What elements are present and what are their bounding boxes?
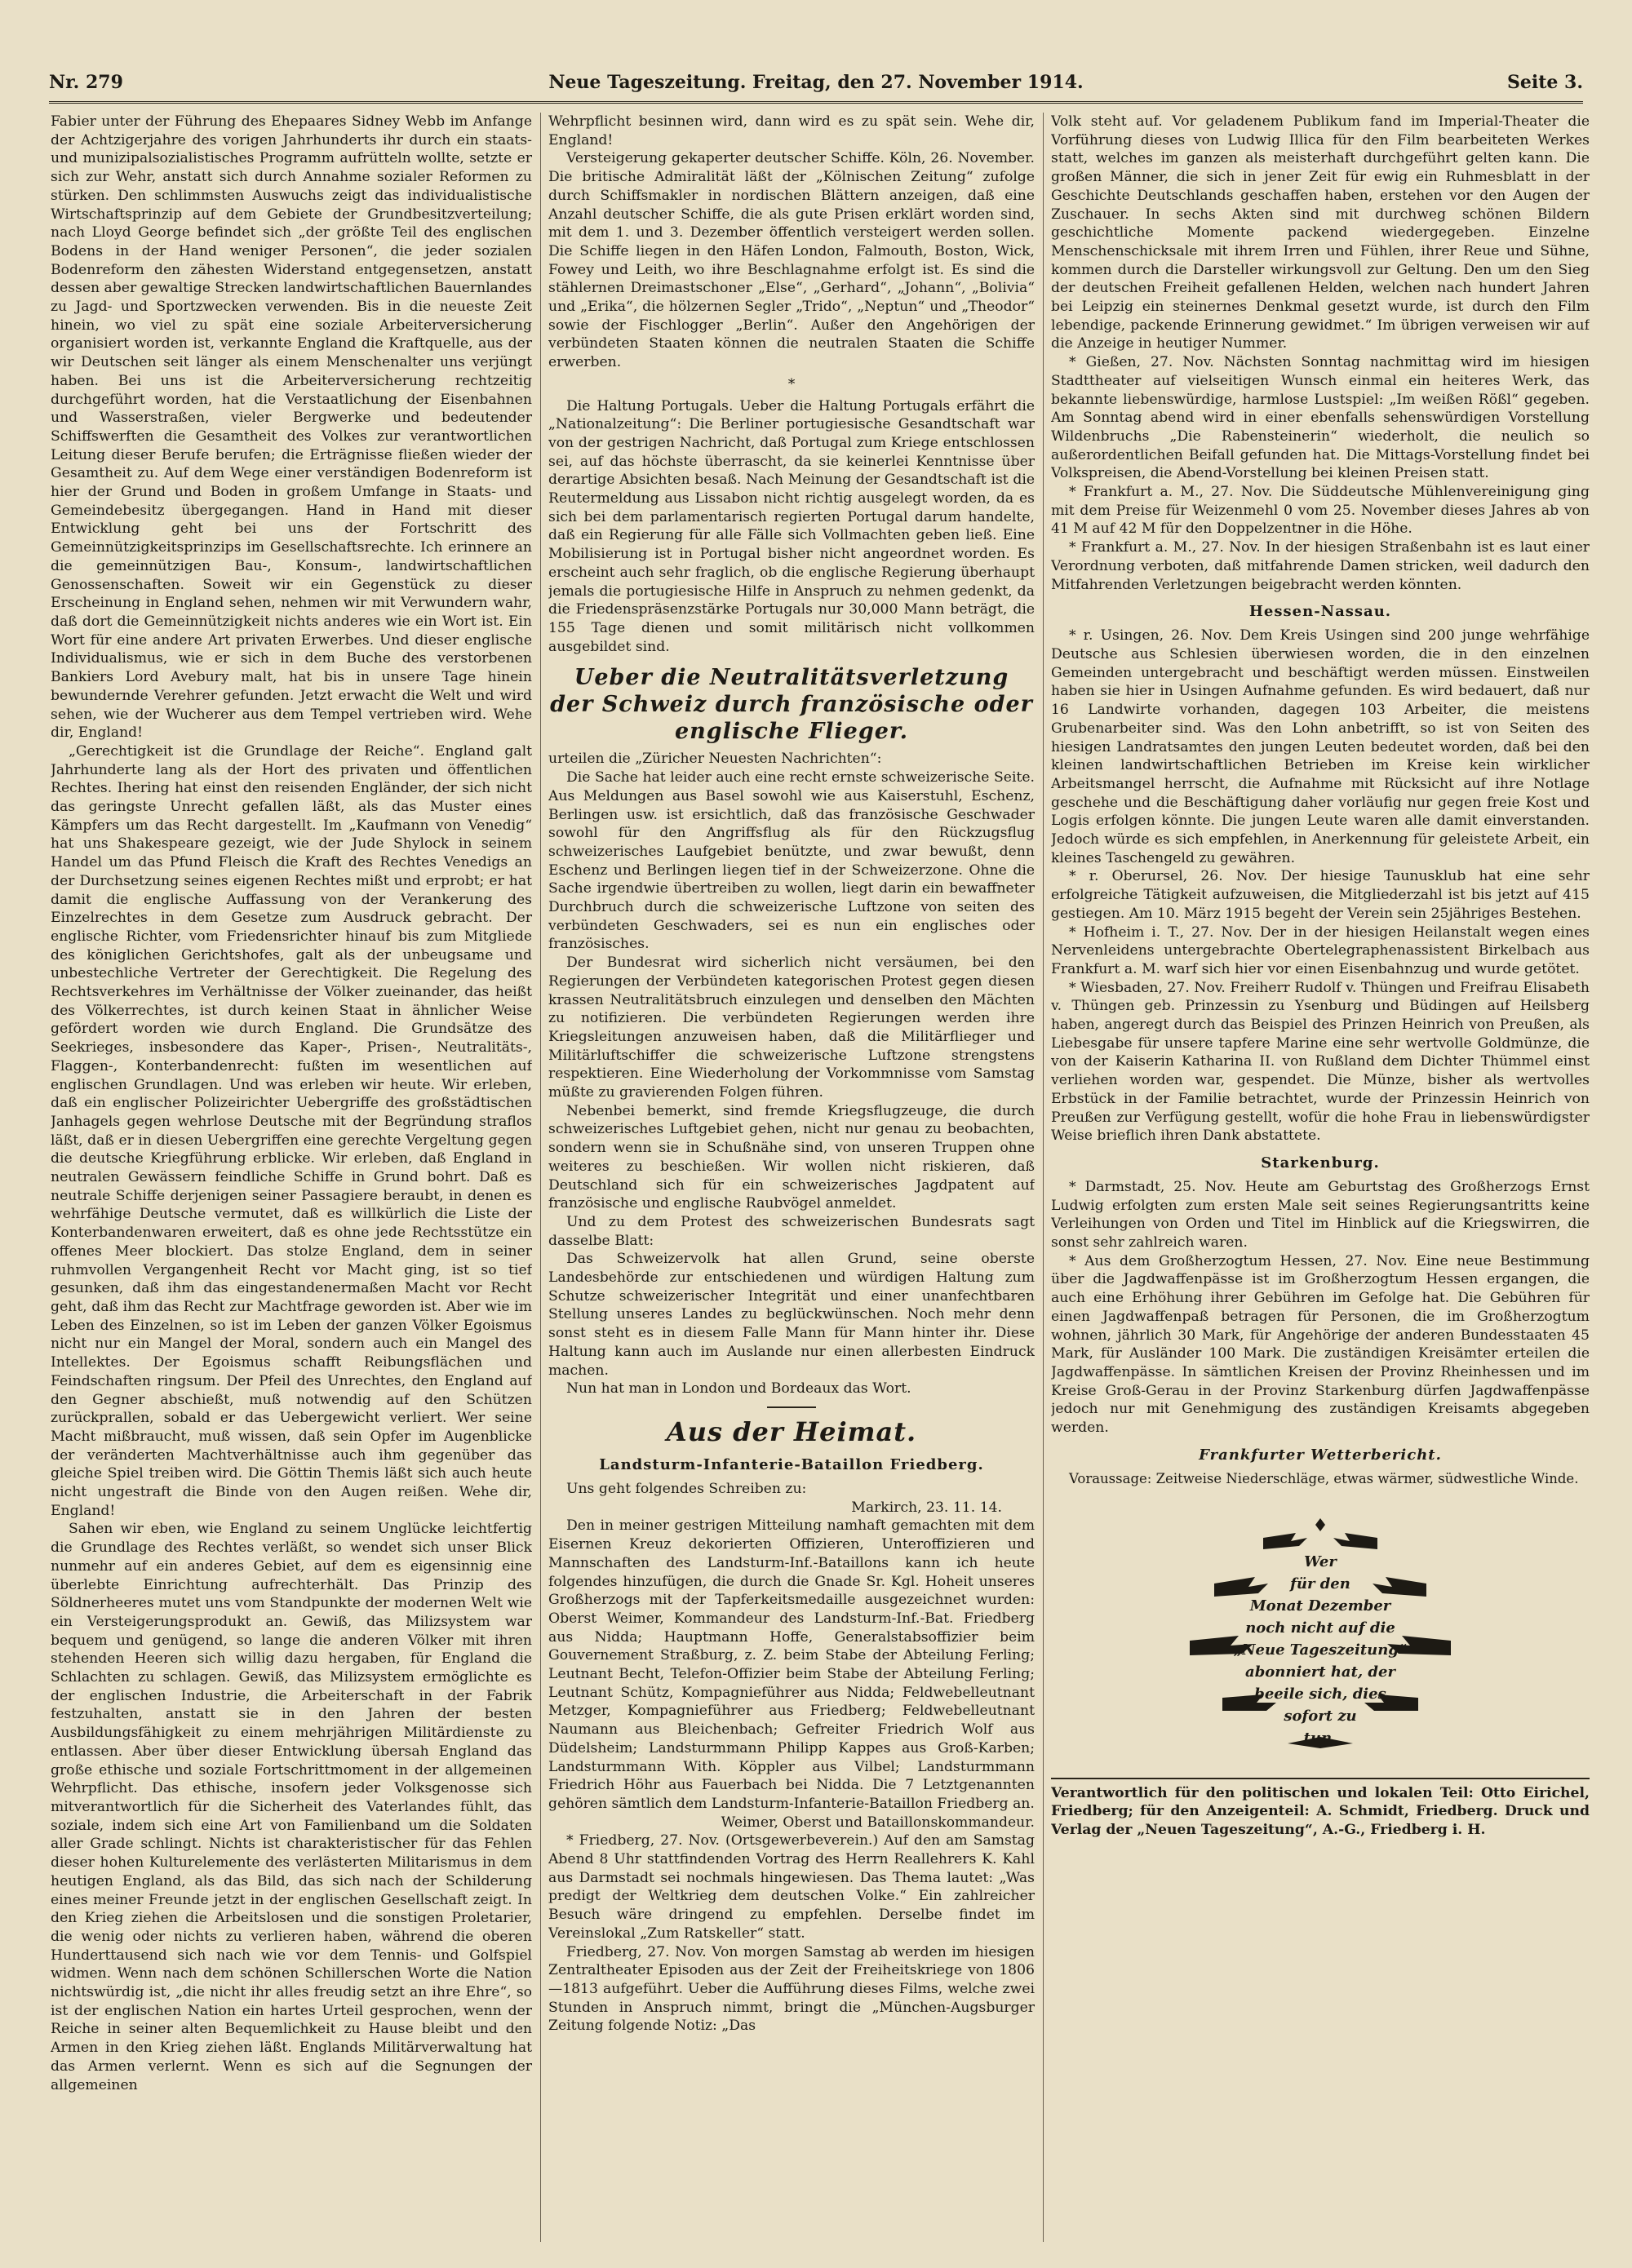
article-paragraph: Den in meiner gestrigen Mitteilung namhaft gemachten mit dem Eisernen Kreuz dekorierten Offizieren, Unteroffizieren und Mannschaften des Landsturm-Inf.-Bataillons kann ich heute folgendes hinzufügen, die durch die Gnade Sr. Kgl. Hoheit unseres Großherzogs mit der Tapferkeitsmedaille ausgezeichnet wurden: Oberst Weimer, Kommandeur des Landsturm-Inf.-Bat. Friedberg aus Nidda; Hauptmann Hoffe, Generalstabsoffizier beim Gouvernement Straßburg, z. Z. beim Stabe der Abteilung Ferling; Leutnant Becht, Telefon-Offizier beim Stabe der Abteilung Ferling; Leutnant Schütz, Kompagnieführer aus Nidda; Feldwebelleutnant Metzger, Kompagnieführer aus Friedberg; Feldwebelleutnant Naumann aus Bleichenbach; Gefreiter Friedrich Wolf aus Düdelsheim; Landsturmmann Philipp Kappes aus Groß-Karben; Landsturmmann With. Köppler aus Vilbel; Landsturmmann Friedrich Höhr aus Fauerbach bei Nidda. Die 7 Letztgenannten gehören sämtlich dem Landsturm-Infanterie-Bataillon Friedberg an. bbox=[548, 1517, 1035, 1812]
news-item-wiesbaden: * Wiesbaden, 27. Nov. Freiherr Rudolf v. Thüngen und Freifrau Elisabeth v. Thüngen geb. Prinzessin zu Ysenburg und Büdingen auf Heilsberg haben, angeregt durch das Beispiel des Prinzen Heinrich von Preußen, als Liebesgabe für unsere tapfere Marine eine sehr wertvolle Goldmünze, die von der Kaiserin Katharina II. von Rußland dem Dichter Thümmel einst verliehen worden war, gespendet. Die Münze, bisher als wertvolles Erbstück in der Familie betrachtet, wurde der Prinzessin Heinrich von Preußen zur Verfügung gestellt, wofür die hohe Frau in liebenswürdigster Weise brieflich ihren Dank abstattete. bbox=[1051, 979, 1590, 1145]
article-paragraph: Der Bundesrat wird sicherlich nicht versäumen, bei den Regierungen der Verbündeten kategorischen Protest gegen diesen krassen Neutralitätsbruch einzulegen und denselben den Mächten zu notifizieren. Die verbündeten Regierungen werden ihre Kriegsleitungen anzuweisen haben, daß die Militärflieger und Militärluftschiffer die schweizerische Luftzone strengstens respektieren. Eine Wiederholung der Vorkommnisse vom Samstag müßte zu gravierenden Folgen führen. bbox=[548, 955, 1035, 1101]
ad-line: tun. bbox=[1303, 1729, 1337, 1747]
article-paragraph: Sahen wir eben, wie England zu seinem Unglücke leichtfertig die Grundlage des Rechtes verläßt, so wendet sich unser Blick nunmehr auf ein anderes Gebiet, auf dem es eigensinnig eine überlebte Einrichtung aufrechterhält. Das Prinzip des Söldnerheeres mutet uns vom Standpunkte der modernen Welt wie ein Versteigerungsprodukt an. Gewiß, das Milizsystem war bequem und genügend, so lange die anderen Völker mit ihren stehenden Heeren sich willig dazu hergaben, für England die Schlachten zu schlagen. Gewiß, das Milizsystem ermöglichte es der englischen Industrie, die Arbeiterschaft in der Fabrik festzuhalten, anstatt sie in den Jahren der besten Ausbildungsfähigkeit zu einem mehrjährigen Militärdienste zu entlassen. Aber über dieser Entwicklung übersah England das große ethische und soziale Fortschrittmoment in der allgemeinen Wehrpflicht. Das ethische, insofern jeder Volksgenosse sich mitverantwortlich für die Sicherheit des Vaterlandes fühlt, das soziale, indem sich eine Art von Familienband um die Soldaten aller Grade schlingt. Nichts ist charakteristischer für das Fehlen dieser hohen Kulturelemente des verlästerten Militarismus in dem heutigen England, als das Bild, das sich nach der Schilderung eines meiner Freunde jetzt in der englischen Gesellschaft zeigt. In den Krieg ziehen die Arbeitslosen und die sonstigen Proletarier, die wenig oder nichts zu verlieren haben, während die oberen Hunderttausend sich nach wie vor dem Tennis- und Golfspiel widmen. Wenn nach dem schönen Schillerschen Worte die Nation nichtswürdig ist, „die nicht ihr alles freudig setzt an ihre Ehre“, so ist der englischen Nation ein hartes Urteil gesprochen, wenn der Reiche in seiner alten Bequemlichkeit zu Hause bleibt und den Armen in den Krieg ziehen läßt. Englands Militärverwaltung hat das Armen verlernt. Wenn es sich auf die Segnungen der allgemeinen bbox=[51, 1521, 532, 2093]
ad-line: beeile sich, dies bbox=[1254, 1685, 1386, 1703]
news-item-frankfurt-2: * Frankfurt a. M., 27. Nov. In der hiesigen Straßenbahn ist es laut einer Verordnung verboten, daß mitfahrende Damen stricken, weil dadurch den Mitfahrenden Verletzungen beigebracht werden könnten. bbox=[1051, 539, 1590, 593]
weather-forecast: Voraussage: Zeitweise Niederschläge, etwas wärmer, südwestliche Winde. bbox=[1069, 1470, 1579, 1486]
masthead-title-date: Neue Tageszeitung. Freitag, den 27. November 1914. bbox=[548, 72, 1084, 93]
headline-heimat: Aus der Heimat. bbox=[666, 1416, 917, 1447]
column-1 bbox=[51, 113, 532, 2250]
article-paragraph: Nebenbei bemerkt, sind fremde Kriegsflugzeuge, die durch schweizerisches Luftgebiet gehen, nicht nur genau zu beobachten, sondern wenn sie in Schußnähe sind, von unseren Truppen ohne weiteres zu beschießen. Wir wollen nicht riskieren, daß Deutschland sich für ein schweizerisches Jagdpatent auf französische und englische Raubvögel anmeldet. bbox=[548, 1102, 1035, 1212]
ad-line: Monat Dezember bbox=[1249, 1597, 1391, 1615]
news-item-oberursel: * r. Oberursel, 26. Nov. Der hiesige Taunusklub hat eine sehr erfolgreiche Tätigkeit aufzuweisen, die Mitgliederzahl ist bis jetzt auf 415 gestiegen. Am 10. März 1915 begeht der Verein sein 25jähriges Bestehen. bbox=[1051, 868, 1590, 922]
ad-line: noch nicht auf die bbox=[1245, 1619, 1395, 1637]
page-number: Seite 3. bbox=[1506, 72, 1583, 93]
headline-swiss-neutrality: Ueber die Neutralitätsverletzung der Schweiz durch französische oder englische Flieger. bbox=[550, 665, 1033, 745]
article-paragraph: „Gerechtigkeit ist die Grundlage der Reiche“. England galt Jahrhunderte lang als der Hort des privaten und öffentlichen Rechtes. Ihering hat einst den reisenden Engländer, der sich nicht das geringste Unrecht gefallen läßt, als das Muster eines Kämpfers um das Recht dargestellt. Im „Kaufmann von Venedig“ hat uns Shakespeare gezeigt, wie der Jude Shylock in seinem Handel um das Pfund Fleisch die Kraft des Rechtes Venedigs an der Durchsetzung seines eigenen Rechtes mißt und erprobt; er hat damit die englische Auffassung von der Verankerung des Einzelrechtes in dem Gesetze zum Ausdruck gebracht. Der englische Richter, vom Friedensrichter hinauf bis zum Mitgliede des königlichen Gerichtshofes, galt als der unbeugsame und unbestechliche Vertreter der Gerechtigkeit. Die Regelung des Rechtsverkehres im Verhältnisse der Völker zueinander, das heißt des Völkerrechtes, ist durch keinen Staat in ähnlicher Weise gefördert worden wie durch England. Die Grundsätze des Seekrieges, insbesondere das Kaper-, Prisen-, Neutralitäts-, Flaggen-, Konterbandenrecht: fußten im wesentlichen auf englischen Grundlagen. Und was erleben wir heute. Wir erleben, daß ein englischer Polizeirichter Uebergriffe des großstädtischen Janhagels gegen wehrlose Deutsche mit der Begründung straflos läßt, daß er in diesen Uebergriffen eine gerechte Vergeltung gegen die deutsche Kriegführung erblicke. Wir erleben, daß England in neutralen Gewässern feindliche Schiffe in Grund bohrt. Daß es neutrale Schiffe derjenigen seiner Passagiere beraubt, in denen es wehrfähige Deutsche vermutet, daß es willkürlich die Liste der Konterbandenwaren erweitert, daß es ohne jede Rechtsstütze ein offenes Meer blockiert. Das stolze England, dem in seiner ruhmvollen Vergangenheit Recht vor Macht ging, ist so tief gesunken, daß ihm das eingestandenermaßen Macht vor Recht geht, daß ihm das Recht zur Machtfrage geworden ist. Aber wie im Leben des Einzelnen, so ist im Leben der ganzen Völker Egoismus nicht nur ein Mangel der Moral, sondern auch ein Mangel des Intellektes. Der Egoismus schafft Reibungsflächen und Feindschaften ringsum. Der Pfeil des Unrechtes, den England auf den Gegner abschießt, muß notwendig auf den Schützen zurückprallen, sobald er das Uebergewicht verliert. Wer seine Macht mißbraucht, muß wissen, daß sein Opfer im Augenblicke der veränderten Machtverhältnisse auch ihm gegenüber das gleiche Spiel treiben wird. Die Göttin Themis läßt sich auch heute nicht ungestraft die Binde von den Augen reißen. Wehe dir, England! bbox=[51, 742, 532, 1519]
news-item-usingen: * r. Usingen, 26. Nov. Dem Kreis Usingen sind 200 junge wehrfähige Deutsche aus Schlesien überwiesen worden, die in den einzelnen Gemeinden untergebracht und beschäftigt werden müssen. Einstweilen haben sie hier in Usingen Aufnahme gefunden. Es wird bedauert, daß nur 16 Landwirte vorhanden, dagegen 103 Arbeiter, die meistens Grubenarbeiter sind. Was den Lohn anbetrifft, so ist von Seiten des hiesigen Landratsamtes den jungen Leuten bedeutet worden, daß bei den kleinen landwirtschaftlichen Betrieben im Kreise kein wirklicher Arbeitsmangel herrscht, die Aufnahme mit Rücksicht auf ihre Notlage geschehe und die Beschäftigung daher vorläufig nur gegen freie Kost und Logis erfolgen könnte. Die jungen Leute waren alle damit einverstanden. Jedoch würde es sich empfehlen, in Anerkennung für geleistete Arbeit, ein kleines Taschengeld zu gewähren. bbox=[1051, 627, 1590, 866]
weather-heading: Frankfurter Wetterbericht. bbox=[1199, 1446, 1442, 1464]
column-rule-1 bbox=[540, 113, 541, 2242]
news-item-hessen: * Aus dem Großherzogtum Hessen, 27. Nov. Eine neue Bestimmung über die Jagdwaffenpässe ist im Großherzogtum Hessen ergangen, die auch eine Erhöhung ihrer Gebühren im Gefolge hat. Die Gebühren für einen Jagdwaffenpaß betragen für Personen, die im Großherzogtum wohnen, jährlich 30 Mark, für Angehörige der anderen Bundesstaaten 45 Mark, für Ausländer 100 Mark. Die zuständigen Kreisämter erteilen die Jagdwaffenpässe. In sämtlichen Kreisen der Provinz Rheinhessen und im Kreise Groß-Gerau in der Provinz Starkenburg dürfen Jagdwaffenpässe jedoch nur mit Genehmigung des zuständigen Kreisamts abgegeben werden. bbox=[1051, 1252, 1590, 1437]
article-paragraph: Wehrpflicht besinnen wird, dann wird es zu spät sein. Wehe dir, England! bbox=[548, 113, 1035, 148]
news-item-portugal: Die Haltung Portugals. Ueber die Haltung Portugals erfährt die „Nationalzeitung“: Die Berliner portugiesische Gesandtschaft war von der gestrigen Nachricht, daß Portugal zum Kriege entschlossen sei, auf das höchste überrascht, da sie keinerlei Kenntnisse über derartige Absichten besaß. Nach Meinung der Gesandtschaft ist die Reutermeldung aus Lissabon nicht richtig ausgelegt worden, da es sich bei dem parlamentarisch regierten Portugal darum handelte, daß ein Regierung für alle Fälle sich Vollmachten geben ließ. Eine Mobilisierung ist in Portugal bisher nicht angeordnet worden. Es erscheint auch sehr fraglich, ob die englische Regierung überhaupt jemals die portugiesische Hilfe in Anspruch zu nehmen gedenkt, da die Friedenspräsenzstärke Portugals nur 30,000 Mann beträgt, die 155 Tage dienen und somit militärisch nicht vollkommen ausgebildet sind. bbox=[548, 397, 1035, 655]
section-starkenburg: Starkenburg. bbox=[1261, 1154, 1380, 1172]
column-2 bbox=[548, 113, 1035, 2250]
dateline: Markirch, 23. 11. 14. bbox=[851, 1499, 1002, 1516]
subscription-ad bbox=[1165, 1510, 1475, 1763]
article-paragraph: Uns geht folgendes Schreiben zu: bbox=[566, 1481, 807, 1497]
news-item-hofheim: * Hofheim i. T., 27. Nov. Der in der hiesigen Heilanstalt wegen eines Nervenleidens untergebrachte Obertelegraphenassistent Birkelbach aus Frankfurt a. M. warf sich hier vor einen Eisenbahnzug und wurde getötet. bbox=[1051, 924, 1590, 977]
news-item-giessen: * Gießen, 27. Nov. Nächsten Sonntag nachmittag wird im hiesigen Stadttheater auf vielseitigen Wunsch einmal ein heiteres Werk, das bekannte liebenswürdige, harmlose Lustspiel: „Im weißen Rößl“ gegeben. Am Sonntag abend wird in einer ebenfalls sehenswürdigen Vorstellung Wildenbruchs „Die Rabensteinerin“ wiederholt, die neulich so außerordentlichen Beifall gefunden hat. Die Mittags-Vorstellung findet bei Volkspreisen, die Abend-Vorstellung bei kleinen Preisen statt. bbox=[1051, 354, 1590, 482]
article-paragraph: Volk steht auf. Vor geladenem Publikum fand im Imperial-Theater die Vorführung dieses von Ludwig Illica für den Film bearbeiteten Werkes statt, welches im ganzen als meisterhaft durchgeführt gelten kann. Die großen Männer, die sich in jener Zeit für ewig ein Ruhmesblatt in der Geschichte Deutschlands geschaffen haben, erstehen vor den Augen der Zuschauer. In sechs Akten sind mit durchweg schönen Bildern geschichtliche Momente packend wiedergegeben. Einzelne Menschenschicksale mit ihrem Irren und Fühlen, ihrer Reue und Sühne, kommen durch die Darsteller wirkungsvoll zur Geltung. Den um den Sieg der deutschen Freiheit gefallenen Helden, welchen nach hundert Jahren bei Leipzig ein steinernes Denkmal gesetzt wurde, ist durch den Film lebendige, packende Erinnerung gewidmet.“ Im übrigen verweisen wir auf die Anzeige in heutiger Nummer. bbox=[1051, 113, 1590, 352]
ad-text bbox=[1222, 1551, 1418, 1749]
article-paragraph: Nun hat man in London und Bordeaux das Wort. bbox=[566, 1380, 911, 1398]
imprint: Verantwortlich für den politischen und lokalen Teil: Otto Eirichel, Friedberg; für den Anzeigenteil: A. Schmidt, Friedberg. Druck und Verlag der „Neuen Tageszeitung“, A.-G., Friedberg i. H. bbox=[1051, 1778, 1590, 1840]
ad-line: für den bbox=[1290, 1575, 1350, 1592]
section-hessen-nassau: Hessen-Nassau. bbox=[1248, 603, 1392, 621]
ad-line: Wer bbox=[1304, 1553, 1337, 1570]
article-paragraph: urteilen die „Züricher Neuesten Nachrichten“: bbox=[548, 751, 882, 768]
ad-line: sofort zu bbox=[1284, 1707, 1357, 1725]
masthead bbox=[49, 69, 1583, 104]
news-item-friedberg-film: Friedberg, 27. Nov. Von morgen Samstag ab werden im hiesigen Zentraltheater Episoden aus der Zeit der Freiheitskriege von 1806—1813 aufgeführt. Ueber die Aufführung dieses Films, welche zwei Stunden in Anspruch nimmt, bringt die „München-Augsburger Zeitung folgende Notiz: „Das bbox=[548, 1943, 1035, 2035]
issue-number: Nr. 279 bbox=[49, 72, 123, 93]
ad-line: abonniert hat, der bbox=[1245, 1663, 1395, 1681]
star-divider: * bbox=[787, 375, 796, 392]
news-item-frankfurt-1: * Frankfurt a. M., 27. Nov. Die Süddeutsche Mühlenvereinigung ging mit dem Preise für Weizenmehl 0 vom 25. November dieses Jahres ab von 41 M auf 42 M für den Doppelzentner in die Höhe. bbox=[1051, 484, 1590, 538]
article-paragraph: Und zu dem Protest des schweizerischen Bundesrats sagt dasselbe Blatt: bbox=[548, 1213, 1035, 1249]
ad-line: „Neue Tageszeitung“ bbox=[1233, 1641, 1408, 1659]
news-item-darmstadt: * Darmstadt, 25. Nov. Heute am Geburtstag des Großherzogs Ernst Ludwig erfolgten zum ersten Male seit seines Regierungsantritts keine Verleihungen von Orden und Titel im Hinblick auf die Kriegswirren, die sonst sehr zahlreich waren. bbox=[1051, 1178, 1590, 1251]
signature: Weimer, Oberst und Bataillonskommandeur. bbox=[721, 1814, 1035, 1831]
news-item-ships: Versteigerung gekaperter deutscher Schiffe. Köln, 26. November. Die britische Admiralität läßt der „Kölnischen Zeitung“ zufolge durch Schiffsmakler in nordischen Blättern anzeigen, daß eine Anzahl deutscher Schiffe, die als gute Prisen erklärt worden sind, mit dem 1. und 3. Dezember öffentlich versteigert werden sollen. Die Schiffe liegen in den Häfen London, Falmouth, Boston, Wick, Fowey und Leith, wo ihre Beschlagnahme erfolgt ist. Es sind die stählernen Dreimastschoner „Else“, „Gerhard“, „Johann“, „Bolivia“ und „Erika“, die hölzernen Segler „Trido“, „Neptun“ und „Theodor“ sowie der Fischlogger „Berlin“. Außer den Angehörigen der verbündeten Staaten können die neutralen Staaten die Schiffe erwerben. bbox=[548, 150, 1035, 371]
column-3 bbox=[1051, 113, 1590, 2250]
subheadline-landsturm: Landsturm-Infanterie-Bataillon Friedberg. bbox=[599, 1456, 984, 1473]
article-paragraph: Die Sache hat leider auch eine recht ernste schweizerische Seite. Aus Meldungen aus Basel sowohl wie aus Kaiserstuhl, Eschenz, Berlingen usw. ist ersichtlich, daß das französische Geschwader sowohl für den Angriffsflug als für den Rückzugsflug schweizerisches Laufgebiet benützte, und zwar bewußt, denn Eschenz und Berlingen liegen tief in der Schweizerzone. Ohne die Sache irgendwie übertreiben zu wollen, liegt darin ein bewaffneter Durchbruch durch die schweizerische Luftzone von seiten des verbündeten Geschwaders, sei es nun ein englisches oder französisches. bbox=[548, 769, 1035, 953]
column-rule-2 bbox=[1043, 113, 1044, 2242]
divider bbox=[767, 1406, 816, 1408]
article-paragraph: Das Schweizervolk hat allen Grund, seine oberste Landesbehörde zur entschiedenen und würdigen Haltung zum Schutze schweizerischer Integrität und einer unanfechtbaren Stellung unseres Landes zu beglückwünschen. Noch mehr denn sonst steht es in diesem Falle Mann für Mann hinter ihr. Diese Haltung kann auch im Auslande nur einen allerbesten Eindruck machen. bbox=[548, 1251, 1035, 1379]
news-item-friedberg: * Friedberg, 27. Nov. (Ortsgewerbeverein.) Auf den am Samstag Abend 8 Uhr stattfindenden Vortrag des Herrn Reallehrers K. Kahl aus Darmstadt sei nochmals hingewiesen. Das Thema lautet: „Was predigt der Weltkrieg dem deutschen Volke.“ Ein zahlreicher Besuch wäre dringend zu empfehlen. Derselbe findet im Vereinslokal „Zum Ratskeller“ statt. bbox=[548, 1832, 1035, 1942]
article-paragraph: Fabier unter der Führung des Ehepaares Sidney Webb im Anfange der Achtzigerjahre des vorigen Jahrhunderts ihr durch ein staats- und munizipalsozialistisches Programm aufrütteln wollte, setzte er sich zur Wehr, anstatt sich durch Annahme sozialer Reformen zu stürken. Den schlimmsten Auswuchs zeigt das individualistische Wirtschaftsprinzip auf dem Gebiete der Grundbesitzverteilung; nach Lloyd George befindet sich „der größte Teil des englischen Bodens in der Hand weniger Personen“, die jeder sozialen Bodenreform den zähesten Widerstand entgegensetzen, anstatt dessen aber gewaltige Strecken landwirtschaftlichen Bauernlandes zu Jagd- und Sportzwecken verwenden. Bis in die neueste Zeit hinein, wo viel zu spät eine soziale Arbeiterversicherung organisiert worden ist, verkannte England die Kraftquelle, aus der wir Deutschen seit länger als einem Menschenalter uns verjüngt haben. Bei uns ist die Arbeiterversicherung rechtzeitig durchgeführt worden, hat die Verstaatlichung der Eisenbahnen und Wasserstraßen, vieler Bergwerke und bedeutender Schiffswerften die Gesamtheit des Volkes zur verantwortlichen Leitung dieser Berufe berufen; die Erträgnisse fließen wieder der Gesamtheit zu. Auf dem Wege einer verständigen Bodenreform ist hier der Grund und Boden in großem Umfange in Staats- und Gemeindebesitz übergegangen. Hand in Hand mit dieser Entwicklung geht bei uns der Fortschritt des Gemeinnützigkeitsprinzips im Gesellschaftsrechte. Ich erinnere an die gemeinnützigen Bau-, Konsum-, landwirtschaftlichen Genossenschaften. Soweit wir ein Gegenstück zu dieser Erscheinung in England sehen, nehmen wir mit Verwundern wahr, daß dort die Gemeinnützigkeit nichts anderes wie ein Wort ist. Ein Wort für eine andere Art privaten Erwerbes. Und dieser englische Individualismus, wie er sich in dem Buche des verstorbenen Bankiers Lord Avebury malt, hat bis in unsere Tage hinein bewundernde Verehrer gefunden. Jetzt erwacht die Welt und wird sehen, wie der Wucherer aus dem Tempel vertrieben wird. Wehe dir, England! bbox=[51, 113, 532, 742]
